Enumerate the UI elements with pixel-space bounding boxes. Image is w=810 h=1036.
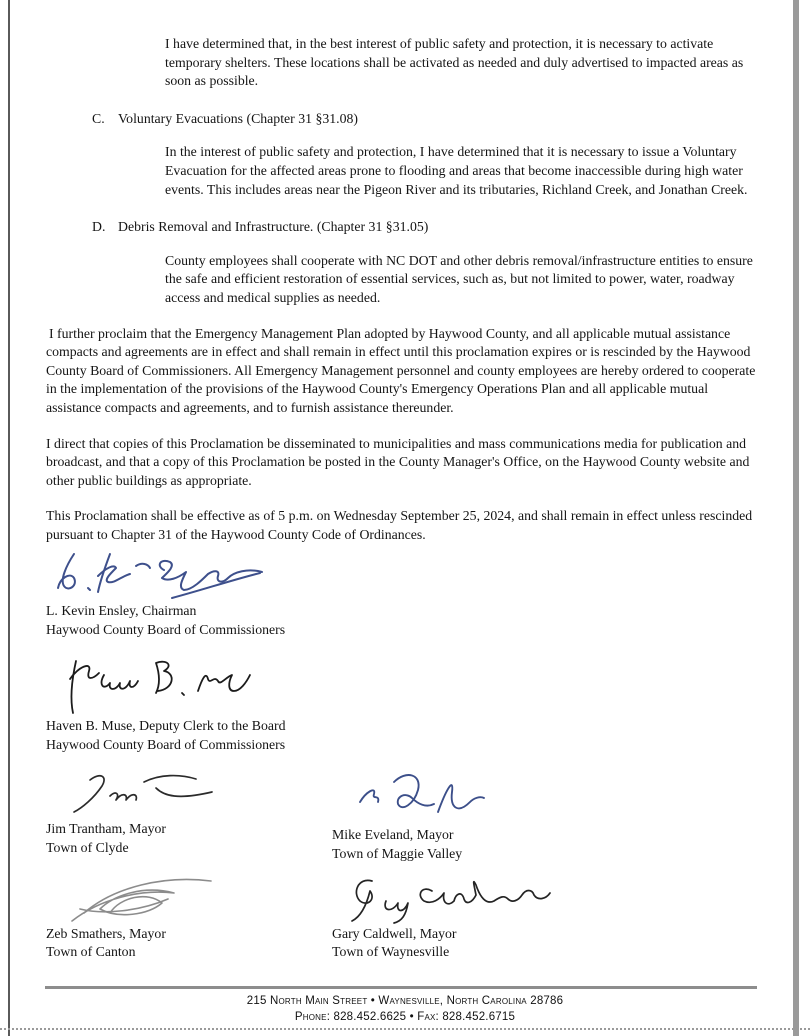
mayor-waynesville-name-line: Gary Caldwell, Mayor [332, 925, 457, 941]
list-item-d [92, 218, 766, 237]
page-left-edge [8, 0, 10, 1036]
direct-paragraph: I direct that copies of this Proclamation be disseminated to municipalities and mass communications media for publication and broadcast, and that a copy of this Proclamation be posted in the County Manager's Office, on the Haywood County website and other public buildings as appropriate. [46, 435, 750, 488]
page-bottom-dotted-edge [0, 1028, 810, 1030]
mayor-canton-org-line: Town of Canton [46, 944, 136, 960]
ensley-signature-icon [52, 546, 267, 602]
mayor-maggie-valley-name-line: Mike Eveland, Mayor [332, 827, 454, 843]
mayor-canton-name-line: Zeb Smathers, Mayor [46, 925, 166, 941]
mayor-block-maggie-valley [332, 766, 766, 863]
letterhead-footer [0, 986, 810, 1025]
shelter-paragraph: I have determined that, in the best interest of public safety and protection, it is necessary to activate temporary shelters. These locations shall be activated as needed and duly advertised to impacted areas as soon as possible. [165, 36, 744, 89]
chairman-signature-block [46, 546, 766, 639]
footer-address: 215 North Main Street • Waynesville, North Carolina 28786 [246, 995, 564, 1007]
caldwell-signature-icon [342, 869, 557, 925]
mayor-clyde-name-line: Jim Trantham, Mayor [46, 821, 166, 837]
evacuation-paragraph: In the interest of public safety and protection, I have determined that it is necessary to issue a Voluntary Evacuation for the affected areas prone to flooding and areas that become inaccessible during high water events. This includes areas near the Pigeon River and its tributaries, Richland Creek, and Jonathan Creek. [165, 144, 748, 197]
clerk-signature-block [46, 653, 766, 754]
list-item-c-title: Voluntary Evacuations (Chapter 31 §31.08) [118, 110, 358, 126]
effective-paragraph: This Proclamation shall be effective as of 5 p.m. on Wednesday September 25, 2024, and shall remain in effect unless rescinded pursuant to Chapter 31 of the Haywood County Code of Ordinances. [46, 508, 753, 542]
list-item-d-title: Debris Removal and Infrastructure. (Chapter 31 §31.05) [118, 219, 429, 235]
proclaim-paragraph: I further proclaim that the Emergency Management Plan adopted by Haywood County, and all applicable mutual assistance compacts and agreements are in effect and shall remain in effect until this proclamation expires or is rescinded by the Haywood County Board of Commissioners. All Emergency Management personnel and county employees are hereby ordered to cooperate in the implementation of the provisions of the Haywood County's Emergency Operations Plan and all applicable mutual assistance compacts and agreements, and to furnish assistance thereunder. [46, 325, 756, 415]
debris-paragraph: County employees shall cooperate with NC DOT and other debris removal/infrastructure entities to ensure the safe and efficient restoration of essential services, such as, but not limited to power, water, roadway access and medical supplies as needed. [165, 252, 753, 305]
eveland-signature-icon [342, 766, 492, 826]
mayor-clyde-org-line: Town of Clyde [46, 839, 129, 855]
mayor-block-canton [46, 869, 332, 962]
trantham-signature-icon [56, 766, 221, 820]
list-item-d-label: D. [92, 219, 106, 235]
clerk-org-line: Haywood County Board of Commissioners [46, 736, 286, 752]
chairman-name-line: L. Kevin Ensley, Chairman [46, 603, 197, 619]
mayor-block-clyde [46, 766, 332, 863]
chairman-org-line: Haywood County Board of Commissioners [46, 621, 286, 637]
footer-divider [45, 986, 757, 989]
muse-signature-icon [60, 653, 265, 717]
list-item-c-label: C. [92, 110, 105, 126]
footer-phone-fax: Phone: 828.452.6625 • Fax: 828.452.6715 [294, 1010, 516, 1023]
page-right-edge [793, 0, 799, 1036]
mayor-signatures-grid [46, 766, 766, 962]
mayor-maggie-valley-org-line: Town of Maggie Valley [332, 845, 463, 861]
document-body [46, 35, 766, 962]
list-item-c [92, 110, 766, 129]
clerk-name-line: Haven B. Muse, Deputy Clerk to the Board [46, 718, 286, 734]
mayor-block-waynesville [332, 869, 766, 962]
smathers-signature-icon [56, 869, 231, 925]
mayor-waynesville-org-line: Town of Waynesville [332, 944, 450, 960]
